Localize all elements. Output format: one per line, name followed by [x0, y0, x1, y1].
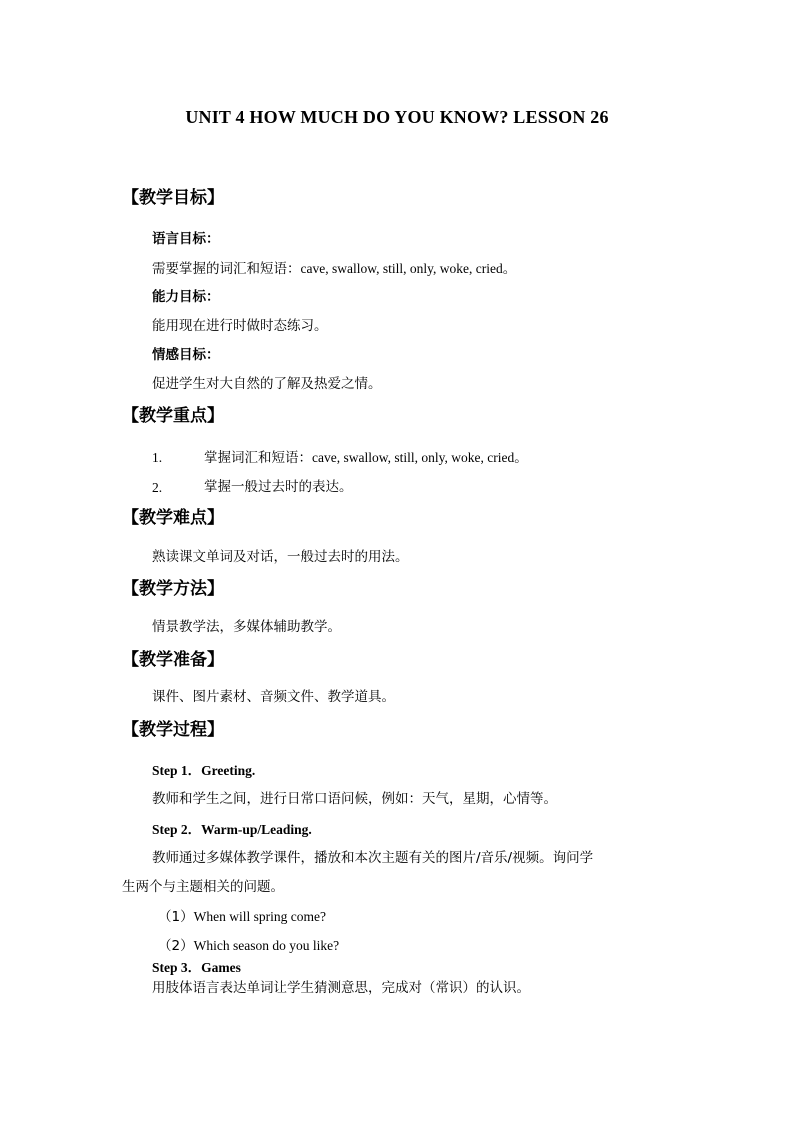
question-1 — [158, 910, 326, 925]
step-1-label: Step 1．Greeting. — [152, 763, 256, 778]
language-objective-text — [152, 262, 516, 277]
ability-objective-label: 能力目标： — [152, 289, 220, 305]
language-objective-cn: 需要掌握的词汇和短语： — [152, 261, 301, 277]
step-3-label: Step 3．Games — [152, 960, 241, 975]
section-heading-methods: 【教学方法】 — [122, 579, 224, 599]
key-point-number: 2. — [152, 480, 163, 495]
step-2-text-line-1: 教师通过多媒体教学课件，播放和本次主题有关的图片/音乐/视频。询问学 — [152, 850, 594, 866]
key-point-cn: 掌握一般过去时的表达。 — [204, 479, 353, 495]
emotion-objective-label: 情感目标： — [152, 347, 220, 363]
step-2-label: Step 2．Warm-up/Leading. — [152, 822, 312, 837]
question-2-number: （2） — [158, 938, 194, 954]
methods-text: 情景教学法，多媒体辅助教学。 — [152, 619, 341, 635]
key-point-words: cave, swallow, still, only, woke, cried — [312, 450, 515, 465]
section-heading-process: 【教学过程】 — [122, 720, 224, 740]
language-objective-words: cave, swallow, still, only, woke, cried — [300, 261, 503, 276]
question-1-number: （1） — [158, 909, 194, 925]
key-point-end: 。 — [514, 450, 528, 466]
section-heading-key-points: 【教学重点】 — [122, 406, 224, 426]
question-1-text: When will spring come? — [193, 909, 326, 924]
language-objective-label: 语言目标： — [152, 231, 220, 247]
question-2 — [158, 939, 339, 954]
section-heading-preparation: 【教学准备】 — [122, 650, 224, 670]
ability-objective-text: 能用现在进行时做时态练习。 — [152, 318, 328, 334]
step-1-text: 教师和学生之间，进行日常口语问候，例如：天气，星期，心情等。 — [152, 791, 557, 807]
step-3-text: 用肢体语言表达单词让学生猜测意思，完成对（常识）的认识。 — [152, 980, 530, 996]
key-point-item — [204, 481, 353, 495]
key-point-cn: 掌握词汇和短语： — [204, 450, 312, 466]
key-point-item — [204, 451, 528, 466]
section-heading-objectives: 【教学目标】 — [122, 188, 224, 208]
preparation-text: 课件、图片素材、音频文件、教学道具。 — [152, 689, 395, 705]
question-2-text: Which season do you like? — [193, 938, 340, 953]
difficulties-text: 熟读课文单词及对话，一般过去时的用法。 — [152, 549, 409, 565]
step-2-text-line-2: 生两个与主题相关的问题。 — [122, 879, 284, 895]
lesson-title: UNIT 4 HOW MUCH DO YOU KNOW? LESSON 26 — [185, 107, 609, 127]
section-heading-difficulties: 【教学难点】 — [122, 508, 224, 528]
emotion-objective-text: 促进学生对大自然的了解及热爱之情。 — [152, 376, 382, 392]
key-point-number: 1. — [152, 450, 163, 465]
language-objective-end: 。 — [502, 261, 517, 277]
